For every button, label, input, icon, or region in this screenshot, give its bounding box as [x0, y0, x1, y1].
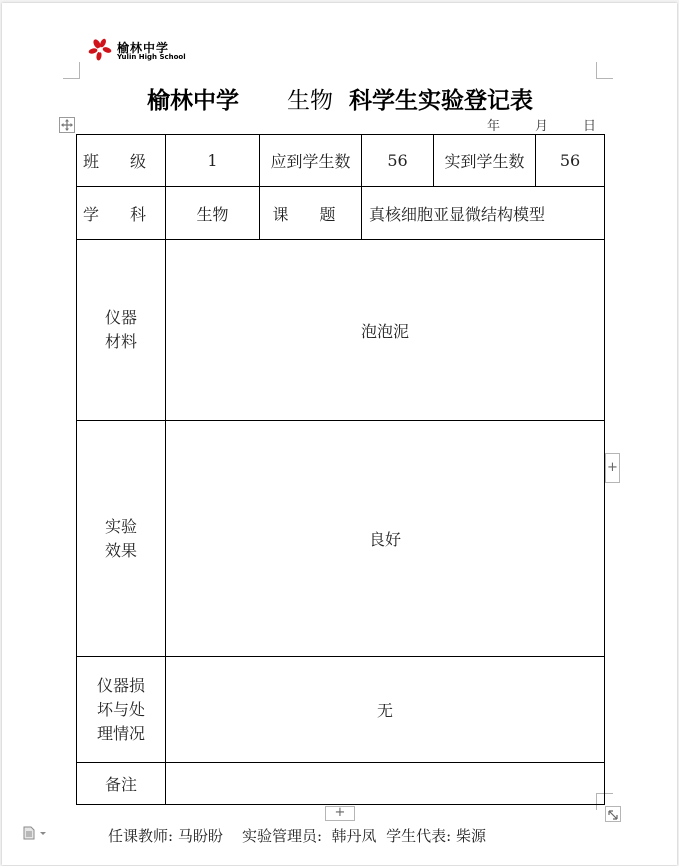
actual-label-cell	[434, 135, 536, 187]
damage-label-line-3: 理情况	[96, 723, 145, 743]
logo-flower-icon	[88, 38, 114, 62]
materials-label-line-2: 材料	[104, 332, 137, 351]
page-title	[60, 82, 620, 115]
actual-label: 实到学生数	[444, 152, 525, 171]
title-school: 榆林中学	[146, 88, 239, 114]
expected-value-cell[interactable]	[362, 135, 434, 187]
remarks-label-cell	[77, 763, 166, 805]
margin-corner-top-right	[596, 62, 613, 79]
expected-label: 应到学生数	[270, 152, 351, 171]
subject-value-cell[interactable]	[166, 187, 260, 240]
topic-value-cell[interactable]	[362, 187, 605, 240]
table-row-subject	[77, 187, 605, 240]
date-year: 年	[487, 119, 501, 134]
remarks-label: 备注	[104, 775, 137, 794]
table-move-handle[interactable]	[59, 117, 75, 133]
materials-label-line-1: 仪器	[104, 308, 137, 327]
effect-label-cell	[77, 421, 166, 657]
effect-label-line-1: 实验	[104, 516, 137, 536]
actual-value-cell[interactable]	[536, 135, 605, 187]
logo-school-name-en: Yulin High School	[117, 53, 186, 61]
damage-label-cell	[77, 657, 166, 763]
subject-label-cell	[77, 187, 166, 240]
expected-label-cell	[260, 135, 362, 187]
logo-school-name: 榆林中学	[117, 41, 170, 55]
subject-value: 生物	[196, 204, 229, 224]
effect-label-line-2: 效果	[104, 540, 137, 560]
class-value: 1	[207, 151, 218, 170]
table-row-materials	[77, 240, 605, 421]
damage-label-line-2: 坏与处	[96, 699, 145, 719]
date-month: 月	[535, 119, 549, 134]
document-options-icon[interactable]	[23, 826, 49, 840]
damage-value-cell[interactable]	[166, 657, 605, 763]
title-subject: 生物	[287, 88, 334, 114]
date-day: 日	[583, 119, 597, 134]
class-label-cell	[77, 135, 166, 187]
move-arrows-icon	[61, 119, 73, 131]
effect-value: 良好	[368, 530, 401, 549]
effect-value-cell[interactable]	[166, 421, 605, 657]
rep-label: 学生代表:	[386, 827, 452, 845]
topic-value: 真核细胞亚显微结构模型	[369, 204, 546, 224]
school-logo	[88, 38, 188, 64]
table-resize-handle[interactable]	[605, 806, 621, 822]
title-form-name: 科学生实验登记表	[349, 88, 534, 114]
actual-value: 56	[559, 151, 581, 170]
class-value-cell[interactable]	[166, 135, 260, 187]
rep-name: 柴源	[455, 827, 486, 845]
add-row-button[interactable]: +	[325, 806, 355, 821]
table-row-effect	[77, 421, 605, 657]
topic-label: 课 题	[272, 204, 349, 224]
margin-corner-top-left	[63, 62, 80, 79]
add-column-button[interactable]: +	[605, 453, 620, 483]
materials-value-cell[interactable]	[166, 240, 605, 421]
resize-diagonal-icon	[606, 808, 620, 822]
damage-label-line-1: 仪器损	[96, 675, 145, 695]
materials-value: 泡泡泥	[360, 321, 409, 341]
manager-name: 韩丹凤	[331, 827, 377, 845]
materials-label-cell	[77, 240, 166, 421]
table-row-class	[77, 135, 605, 187]
teacher-name: 马盼盼	[177, 827, 223, 845]
signature-footer	[108, 825, 486, 846]
class-label: 班 级	[82, 152, 160, 171]
remarks-value-cell[interactable]	[166, 763, 605, 805]
topic-label-cell	[260, 187, 362, 240]
teacher-label: 任课教师:	[108, 827, 174, 845]
table-row-damage	[77, 657, 605, 763]
table-row-remarks	[77, 763, 605, 805]
subject-label: 学 科	[82, 204, 160, 224]
manager-label: 实验管理员:	[241, 827, 322, 845]
expected-value: 56	[387, 151, 408, 170]
damage-value: 无	[376, 701, 393, 720]
registration-table	[76, 134, 605, 805]
